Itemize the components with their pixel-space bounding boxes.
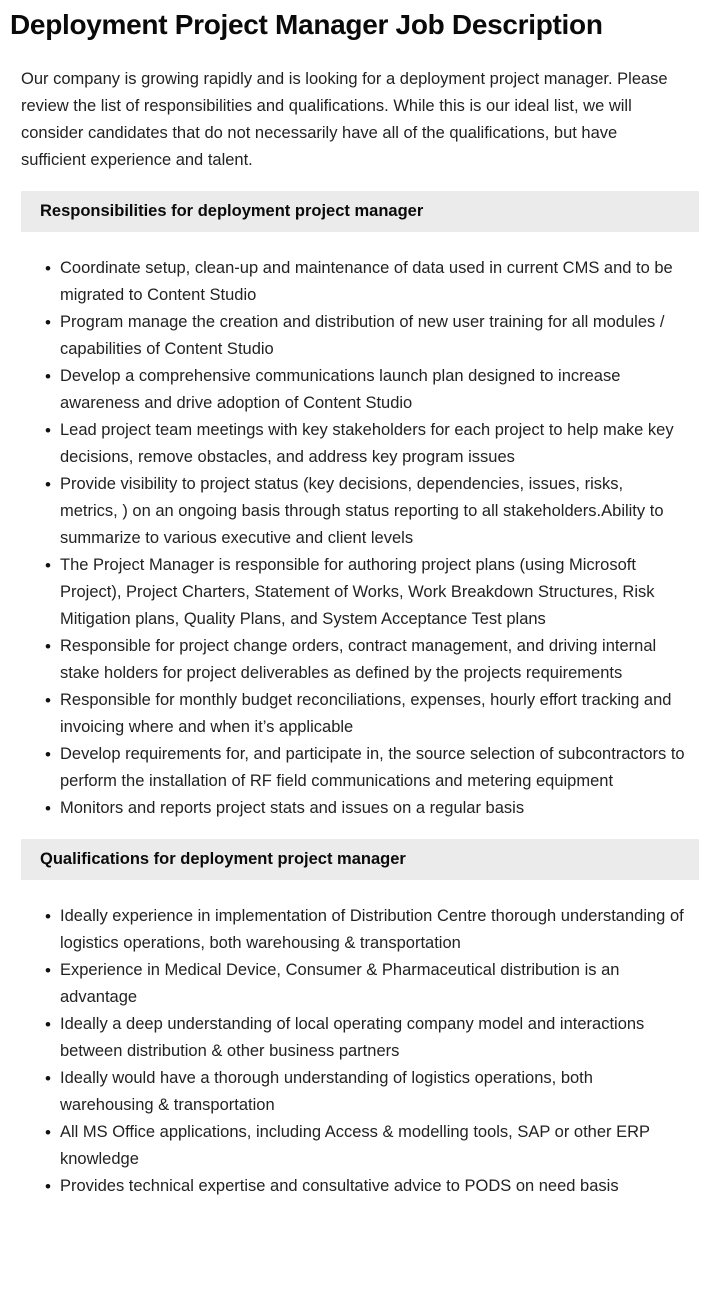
responsibilities-list [21, 255, 699, 822]
list-item: • Monitors and reports project stats and issues on a regular basis [45, 795, 685, 822]
list-item: • Ideally experience in implementation of Distribution Centre thorough understanding of logistics operations, both warehousing & transportation [45, 903, 685, 957]
page-title: Deployment Project Manager Job Description [10, 9, 603, 40]
list-item: • Responsible for monthly budget reconciliations, expenses, hourly effort tracking and invoicing where and when it’s applicable [45, 687, 685, 741]
responsibilities-heading: Responsibilities for deployment project manager [21, 191, 699, 232]
list-item: • Responsible for project change orders, contract management, and driving internal stake holders for project deliverables as defined by the projects requirements [45, 633, 685, 687]
list-item: • Provide visibility to project status (key decisions, dependencies, issues, risks, metrics, ) on an ongoing basis through status reporting to all stakeholders.Ability to summarize to various executive and client levels [45, 471, 685, 552]
list-item: • Develop requirements for, and participate in, the source selection of subcontractors to perform the installation of RF field communications and metering equipment [45, 741, 685, 795]
qualifications-heading: Qualifications for deployment project manager [21, 839, 699, 880]
list-item: • Coordinate setup, clean-up and maintenance of data used in current CMS and to be migrated to Content Studio [45, 255, 685, 309]
list-item: • Program manage the creation and distribution of new user training for all modules / capabilities of Content Studio [45, 309, 685, 363]
list-item: • All MS Office applications, including Access & modelling tools, SAP or other ERP knowledge [45, 1119, 685, 1173]
list-item: • The Project Manager is responsible for authoring project plans (using Microsoft Project), Project Charters, Statement of Works, Work Breakdown Structures, Risk Mitigation plans, Quality Plans, and System Acceptance Test plans [45, 552, 685, 633]
list-item: • Experience in Medical Device, Consumer & Pharmaceutical distribution is an advantage [45, 957, 685, 1011]
qualifications-list [21, 903, 699, 1200]
list-item: • Ideally a deep understanding of local operating company model and interactions between distribution & other business partners [45, 1011, 685, 1065]
list-item: • Ideally would have a thorough understanding of logistics operations, both warehousing & transportation [45, 1065, 685, 1119]
intro-paragraph: Our company is growing rapidly and is looking for a deployment project manager. Please review the list of responsibilities and qualifications. While this is our ideal list, we will consider candidates that do not necessarily have all of the qualifications, but have sufficient experience and talent. [21, 70, 668, 169]
responsibilities-section [21, 191, 699, 822]
list-item: • Develop a comprehensive communications launch plan designed to increase awareness and drive adoption of Content Studio [45, 363, 685, 417]
list-item: • Provides technical expertise and consultative advice to PODS on need basis [45, 1173, 685, 1200]
list-item: • Lead project team meetings with key stakeholders for each project to help make key decisions, remove obstacles, and address key program issues [45, 417, 685, 471]
qualifications-section [21, 839, 699, 1200]
